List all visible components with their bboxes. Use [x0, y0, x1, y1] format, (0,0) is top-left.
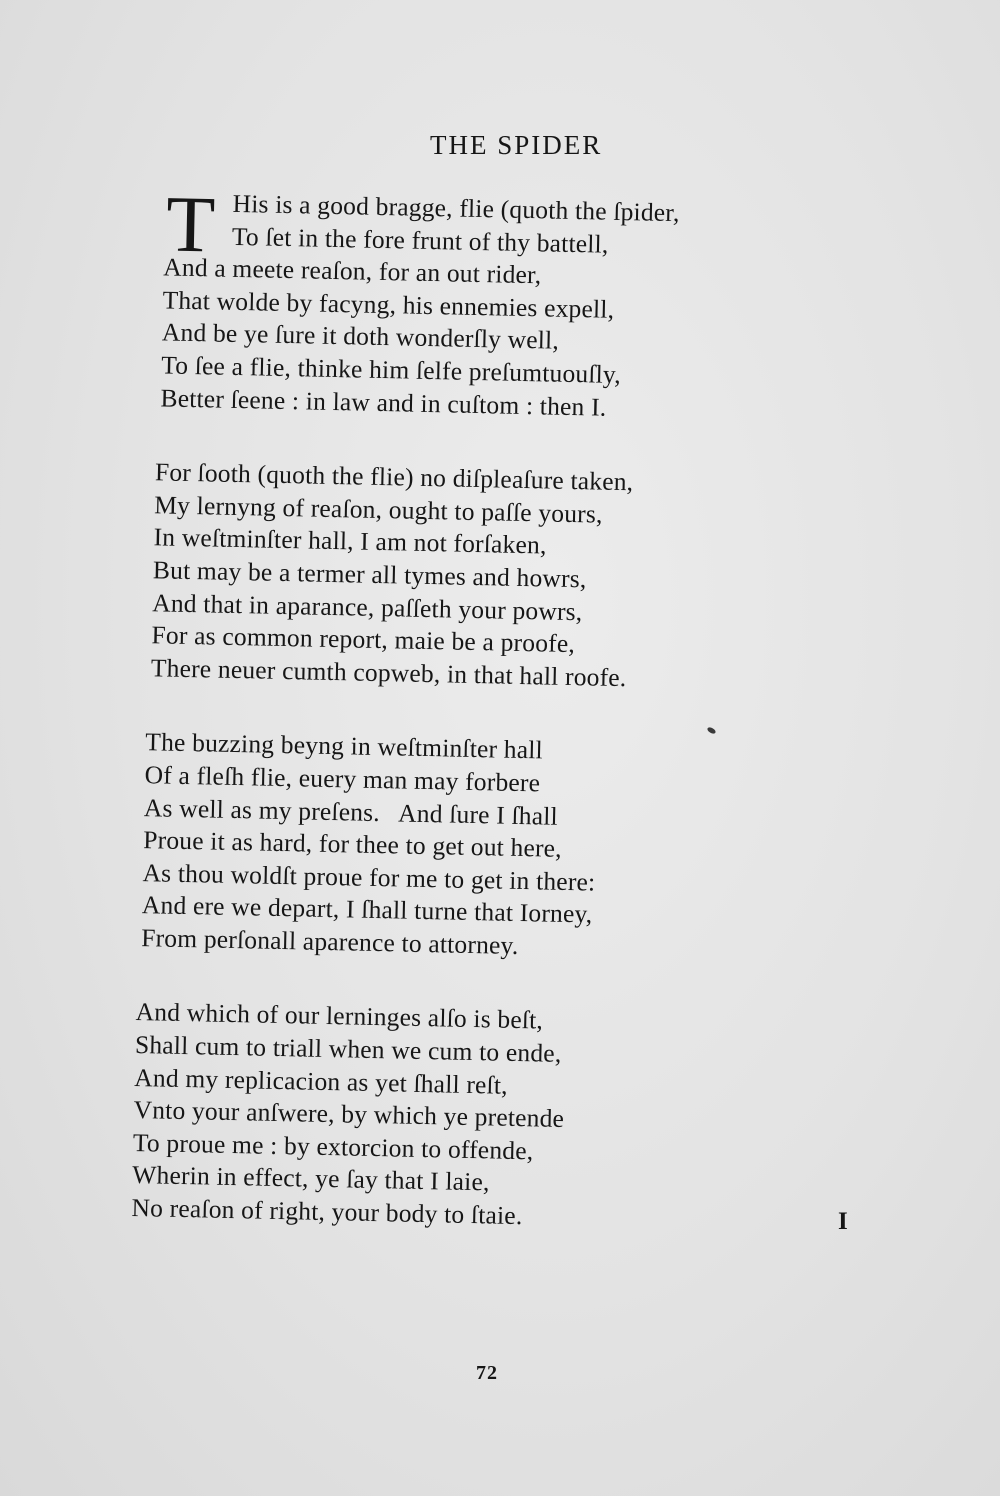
poem-line: In weſtminſter hall, I am not forſaken,: [153, 522, 547, 560]
poem-line: Vnto your anſwere, by which ye pretende: [133, 1095, 565, 1134]
poem-line: And be ye ſure it doth wonderſly well,: [161, 317, 560, 356]
page-title: THE SPIDER: [430, 130, 603, 160]
poem-line: Wherin in effect, ye ſay that I laie,: [131, 1160, 490, 1197]
poem-line: The buzzing beyng in weſtminſter hall: [145, 727, 544, 765]
poem-line: Shall cum to triall when we cum to ende,: [134, 1030, 562, 1068]
poem-line: And that in aparance, paſſeth your powrs,: [151, 587, 583, 626]
poem-line: That wolde by facyng, his ennemies expell,: [162, 285, 615, 324]
poem-line: As well as my preſens. And ſure I ſhall: [143, 792, 559, 831]
poem-line: For ſooth (quoth the flie) no diſpleaſure taken,: [154, 457, 634, 497]
poem-line: To ſet in the fore frunt of thy battell,: [231, 221, 609, 259]
poem-body: [122, 180, 784, 1280]
poem-line: Proue it as hard, for thee to get out here,: [143, 825, 563, 863]
poem-line: Of a fleſh flie, euery man may forbere: [144, 760, 541, 798]
stanza-2: [135, 456, 780, 698]
stanza-1: [140, 180, 785, 428]
poem-line: And which of our lerninges alſo is beſt,: [135, 997, 544, 1035]
poem-line: But may be a termer all tymes and howrs,: [152, 555, 587, 594]
poem-line: My lernyng of reaſon, ought to paſſe yours,: [154, 490, 603, 529]
poem-line: And my replicacion as yet ſhall reſt,: [134, 1062, 509, 1100]
poem-line: Better ſeene : in law and in cuſtom : then I.: [160, 382, 607, 422]
page-number: 72: [476, 1362, 498, 1384]
drop-cap: T: [165, 180, 216, 270]
poem-line: For as common report, maie be a proofe,: [151, 620, 576, 659]
poem-line: From perſonall aparence to attorney.: [140, 922, 519, 960]
poem-line: As thou woldſt proue for me to get in there:: [142, 857, 596, 897]
poem-line: No reaſon of right, your body to ſtaie.: [131, 1192, 523, 1231]
poem-line: There neuer cumth copweb, in that hall roofe.: [150, 652, 627, 692]
poem-line: And ere we depart, I ſhall turne that Iorney,: [141, 890, 593, 929]
poem-line: To ſee a flie, thinke him ſelfe preſumtuouſly,: [160, 350, 622, 389]
stanza-4: [123, 996, 768, 1238]
signature-mark: I: [838, 1208, 848, 1235]
poem-line: His is a good bragge, flie (quoth the ſpider,: [232, 188, 680, 228]
poem-line: And a meete reaſon, for an out rider,: [163, 252, 542, 290]
stanza-3: [129, 726, 774, 968]
poem-line: To proue me : by extorcion to offende,: [132, 1127, 534, 1166]
